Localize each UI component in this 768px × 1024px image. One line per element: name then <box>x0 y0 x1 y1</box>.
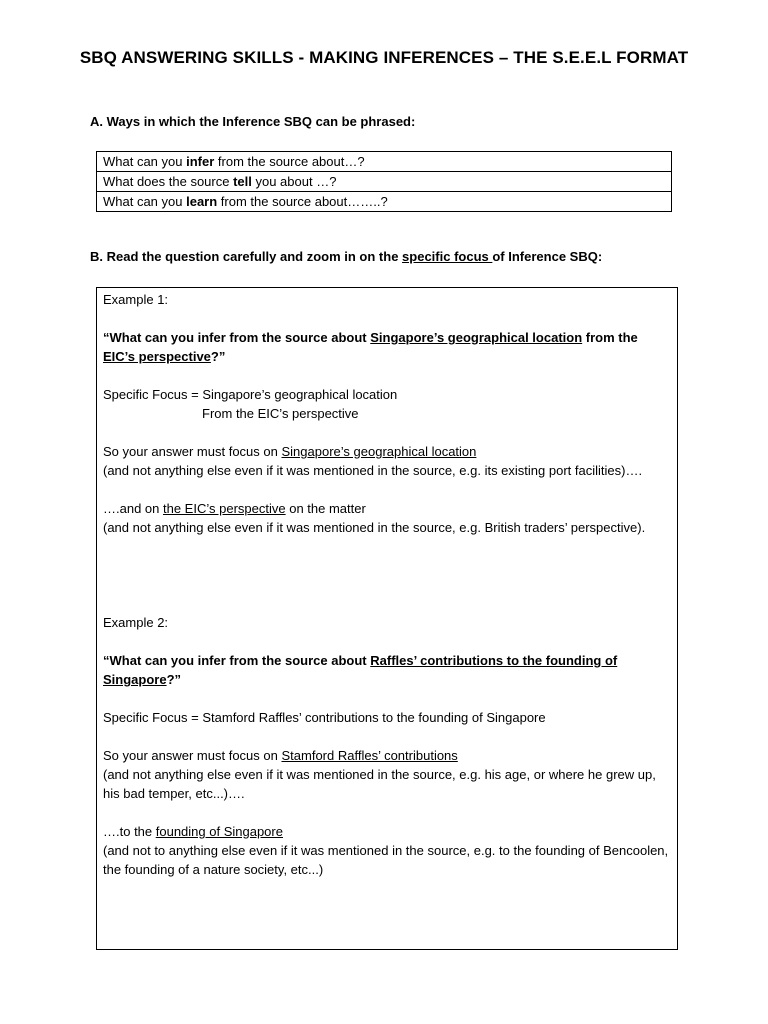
section-a-heading: A. Ways in which the Inference SBQ can be phrased: <box>90 114 416 129</box>
example1-label: Example 1: <box>103 292 169 307</box>
phrase-keyword: learn <box>186 194 218 209</box>
heading-post: of Inference SBQ: <box>492 249 603 264</box>
examples-box <box>96 287 678 950</box>
table-cell <box>97 192 672 212</box>
table-cell <box>97 152 672 172</box>
example2-to-line: ….to the founding of Singapore <box>103 824 283 839</box>
phrase-keyword: infer <box>186 154 215 169</box>
example2-focus-line: So your answer must focus on Stamford Raffles’ contributions <box>103 748 458 763</box>
example2-not-line-2: (and not to anything else even if it was mentioned in the source, e.g. to the founding of Bencoolen, the founding of a nature society, etc...) <box>103 843 669 877</box>
phrase-post: from the source about……..? <box>217 194 388 209</box>
example1-focus-line: So your answer must focus on Singapore’s geographical location <box>103 444 477 459</box>
example1-specific-focus-2: From the EIC’s perspective <box>202 406 359 421</box>
phrasing-table <box>96 151 672 212</box>
example2-label: Example 2: <box>103 615 169 630</box>
example1-specific-focus: Specific Focus = Singapore’s geographical location <box>103 387 398 402</box>
phrase-keyword: tell <box>233 174 252 189</box>
page-title: SBQ ANSWERING SKILLS - MAKING INFERENCES – THE S.E.E.L FORMAT <box>79 48 689 67</box>
example2-not-line: (and not anything else even if it was mentioned in the source, e.g. his age, or where he grew up, his bad temper, etc...)…. <box>103 767 656 801</box>
heading-pre: B. Read the question carefully and zoom in on the <box>90 249 403 264</box>
example2-specific-focus: Specific Focus = Stamford Raffles’ contributions to the founding of Singapore <box>103 710 546 725</box>
example2-question: “What can you infer from the source about Raffles’ contributions to the founding of Singapore?” <box>103 653 618 687</box>
phrase-post: from the source about…? <box>214 154 365 169</box>
example1-and-line: ….and on the EIC’s perspective on the matter <box>103 501 366 516</box>
table-row <box>97 172 672 192</box>
section-b-heading <box>90 249 602 264</box>
example1-question: “What can you infer from the source about Singapore’s geographical location from the EIC’s perspective?” <box>103 330 638 364</box>
table-row <box>97 152 672 172</box>
table-row <box>97 192 672 212</box>
example1-not-line: (and not anything else even if it was mentioned in the source, e.g. its existing port facilities)…. <box>103 463 643 478</box>
phrase-pre: What can you <box>103 194 187 209</box>
phrase-post: you about …? <box>251 174 337 189</box>
phrase-pre: What can you <box>103 154 187 169</box>
table-cell <box>97 172 672 192</box>
example1-not-line-2: (and not anything else even if it was mentioned in the source, e.g. British traders’ perspective). <box>103 520 646 535</box>
heading-focus: specific focus <box>402 249 493 264</box>
phrase-pre: What does the source <box>103 174 234 189</box>
